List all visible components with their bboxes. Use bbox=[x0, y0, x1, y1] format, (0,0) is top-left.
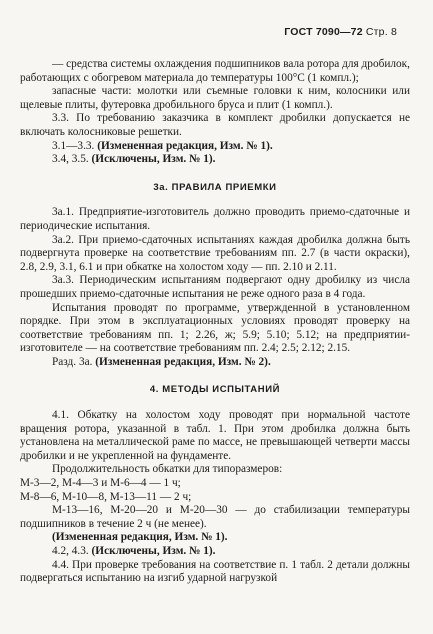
amendment-note: (Измененная редакция, Изм. № 2). bbox=[95, 355, 271, 368]
clause-ref: 3.4, 3.5. bbox=[52, 153, 89, 166]
paragraph-sizes-2h: М-8—6, М-10—8, М-13—11 — 2 ч; bbox=[20, 490, 192, 503]
paragraph-3a-2: 3а.2. При приемо-сдаточных испытаниях каждая дробилка должна быть подвергнута проверке на соответствие требованиям пп. 2.7 (в части окраски), 2.8, 2.9, 3.1, 6.1 и при обкатке на холостом ходу — пп. 2.10 и 2.11. bbox=[20, 233, 410, 273]
page-number: Стр. 8 bbox=[365, 26, 397, 38]
standard-number: ГОСТ 7090—72 bbox=[284, 26, 363, 38]
clause-ref: Разд. 3а. bbox=[52, 355, 93, 368]
paragraph-3a-1: 3а.1. Предприятие-изготовитель должно проводить приемо-сдаточные и периодические испытания. bbox=[20, 206, 410, 232]
paragraph-3-1-3-3-note bbox=[20, 140, 410, 154]
page-header bbox=[284, 26, 397, 38]
amendment-note: (Исключены, Изм. № 1). bbox=[91, 545, 216, 557]
paragraph-3-4-3-5-note bbox=[20, 153, 410, 167]
section-3a-title: 3а. ПРАВИЛА ПРИЕМКИ bbox=[153, 181, 277, 193]
paragraph-3a-3: 3а.3. Периодическим испытаниям подвергают одну дробилку из числа прошедших приемо-сдаточные испытания не реже одного раза в 4 года. bbox=[20, 274, 410, 300]
paragraph-4-1: 4.1. Обкатку на холостом ходу проводят при нормальной частоте вращения ротора, указанной в табл. 1. При этом дробилка должна быть установлена на металлической раме по массе, не превышающей четверти массы дробилки и не укрепленной на фундаменте. bbox=[20, 409, 410, 462]
page-body bbox=[20, 58, 410, 586]
paragraph-run-in-duration: Продолжительность обкатки для типоразмеров: bbox=[52, 463, 283, 476]
paragraph-3-3: 3.3. По требованию заказчика в комплект дробилки допускается не включать колосниковые решетки. bbox=[20, 112, 410, 138]
paragraph-sizes-stabilization: М-13—16, М-20—20 и М-20—30 — до стабилизации температуры подшипников в течение 2 ч (не менее). bbox=[20, 504, 410, 530]
paragraph-cooling-system: — средства системы охлаждения подшипников вала ротора для дробилок, работающих с обогревом материала до температуры 100°С (1 компл.); bbox=[20, 58, 410, 84]
clause-ref: 3.1—3.3. bbox=[52, 139, 95, 152]
amendment-note: (Измененная редакция, Изм. № 1). bbox=[52, 531, 228, 544]
section-4-title: 4. МЕТОДЫ ИСПЫТАНИЙ bbox=[149, 384, 281, 396]
paragraph-4-4: 4.4. При проверке требования на соответствие п. 1 табл. 2 детали должны подвергаться испытанию на изгиб ударной нагрузкой bbox=[20, 558, 410, 585]
paragraph-4-2-4-3-note bbox=[20, 545, 410, 559]
paragraph-section-3a-note bbox=[20, 356, 410, 370]
paragraph-test-program: Испытания проводят по программе, утвержденной в установленном порядке. При этом в эксплуатационных условиях проводят проверку на соответствие требованиям пп. 1; 2.26, ж; 5.9; 5.10; 5.12; на предприятии-изготовителе — на соответствие требованиям пп. 2.4; 2.5; 2.12; 2.15. bbox=[20, 301, 410, 355]
amendment-note: (Измененная редакция, Изм. № 1). bbox=[97, 139, 273, 152]
clause-ref: 4.2, 4.3. bbox=[52, 545, 89, 557]
paragraph-spare-parts: запасные части: молотки или съемные головки к ним, колосники или щелевые плиты, футеровка дробильного бруса и плит (1 компл.). bbox=[20, 85, 410, 111]
paragraph-sizes-1h: М-3—2, М-4—3 и М-6—4 — 1 ч; bbox=[20, 477, 181, 490]
amendment-note: (Исключены, Изм. № 1). bbox=[91, 153, 216, 166]
